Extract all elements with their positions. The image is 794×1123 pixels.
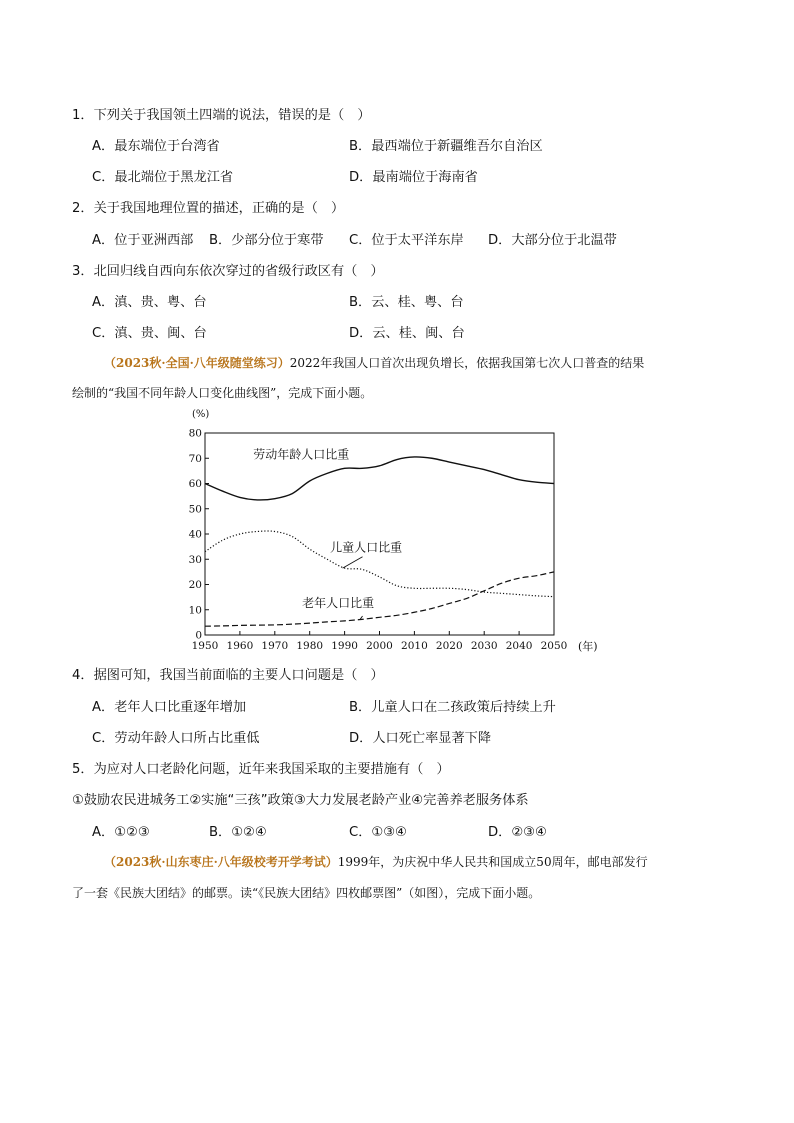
y-tick-label: 50 (188, 503, 202, 516)
q1-option-b: B．最西端位于新疆维吾尔自治区 (349, 139, 543, 154)
child-series-label: 儿童人口比重 (330, 540, 403, 555)
y-tick-label: 10 (188, 604, 202, 617)
q3-option-c: C．滇、贵、闽、台 (92, 326, 207, 341)
q5-stem: 5．为应对人口老龄化问题，近年来我国采取的主要措施有（ ） (72, 762, 450, 777)
x-tick-label: 2030 (470, 640, 498, 652)
q2-option-c: C．位于太平洋东岸 (349, 233, 464, 248)
q5-measures: ①鼓励农民进城务工②实施“三孩”政策③大力发展老龄产业④完善养老服务体系 (72, 793, 529, 808)
intro1-source: （2023秋·全国·八年级随堂练习） (104, 356, 290, 370)
y-tick-label: 70 (188, 452, 202, 465)
q2-option-b: B．少部分位于寒带 (209, 233, 324, 248)
x-tick-label: 1990 (331, 640, 358, 652)
q5-option-d: D．②③④ (488, 825, 547, 840)
q3-option-b: B．云、桂、粤、台 (349, 295, 464, 310)
q5-option-b: B．①②④ (209, 825, 267, 840)
x-tick-label: 1950 (191, 640, 219, 652)
q1-option-a: A．最东端位于台湾省 (92, 139, 220, 154)
q1-option-d: D．最南端位于海南省 (349, 170, 478, 185)
chart-y-unit: (%) (192, 409, 210, 420)
intro2-line1-text: 1999年，为庆祝中华人民共和国成立50周年，邮电部发行 (337, 855, 648, 869)
y-tick-label: 30 (188, 553, 202, 566)
x-tick-label: 2020 (435, 640, 463, 652)
elderly-series-label: 老年人口比重 (302, 596, 375, 611)
y-tick-label: 60 (188, 478, 202, 490)
q1-stem: 1．下列关于我国领土四端的说法，错误的是（ ） (72, 108, 371, 123)
q3-option-a: A．滇、贵、粤、台 (92, 295, 207, 310)
q4-stem: 4．据图可知，我国当前面临的主要人口问题是（ ） (72, 668, 384, 683)
intro2-source: （2023秋·山东枣庄·八年级校考开学考试） (104, 855, 338, 869)
intro2-line1 (104, 853, 648, 870)
elderly-series-line (205, 572, 554, 626)
q1-option-c: C．最北端位于黑龙江省 (92, 170, 234, 185)
labor-age-series-line (205, 457, 554, 500)
chart-frame (205, 433, 554, 635)
intro2-line2: 了一套《民族大团结》的邮票。读“《民族大团结》四枚邮票图”（如图），完成下面小题。 (72, 886, 541, 900)
x-tick-label: 2040 (505, 640, 533, 652)
labor-age-series-label: 劳动年龄人口比重 (253, 447, 350, 462)
x-tick-label: 2050 (540, 640, 568, 652)
intro1-line1 (104, 354, 644, 371)
q4-option-c: C．劳动年龄人口所占比重低 (92, 731, 260, 746)
x-tick-label: 1980 (296, 640, 324, 652)
intro1-line2: 绘制的“我国不同年龄人口变化曲线图”，完成下面小题。 (72, 386, 373, 400)
q5-option-a: A．①②③ (92, 825, 150, 840)
y-tick-label: 0 (195, 629, 202, 642)
q2-option-d: D．大部分位于北温带 (488, 233, 617, 248)
q4-option-b: B．儿童人口在二孩政策后持续上升 (349, 700, 556, 715)
y-tick-label: 80 (188, 427, 202, 440)
population-chart (180, 405, 620, 660)
intro1-line1-text: 2022年我国人口首次出现负增长，依据我国第七次人口普查的结果 (289, 356, 645, 370)
chart-x-unit: (年) (578, 640, 598, 653)
q2-stem: 2．关于我国地理位置的描述，正确的是（ ） (72, 201, 345, 216)
y-tick-label: 20 (188, 579, 202, 591)
q2-option-a: A．位于亚洲西部 (92, 233, 194, 248)
x-tick-label: 1960 (226, 640, 254, 652)
series-label-leader (343, 557, 363, 568)
q4-option-d: D．人口死亡率显著下降 (349, 731, 492, 746)
x-tick-label: 1970 (261, 640, 289, 652)
x-tick-label: 2010 (401, 640, 428, 652)
q3-option-d: D．云、桂、闽、台 (349, 326, 465, 341)
q3-stem: 3．北回归线自西向东依次穿过的省级行政区有（ ） (72, 264, 384, 279)
x-tick-label: 2000 (366, 640, 393, 652)
y-tick-label: 40 (188, 528, 202, 541)
q4-option-a: A．老年人口比重逐年增加 (92, 700, 247, 715)
q5-option-c: C．①③④ (349, 825, 407, 840)
